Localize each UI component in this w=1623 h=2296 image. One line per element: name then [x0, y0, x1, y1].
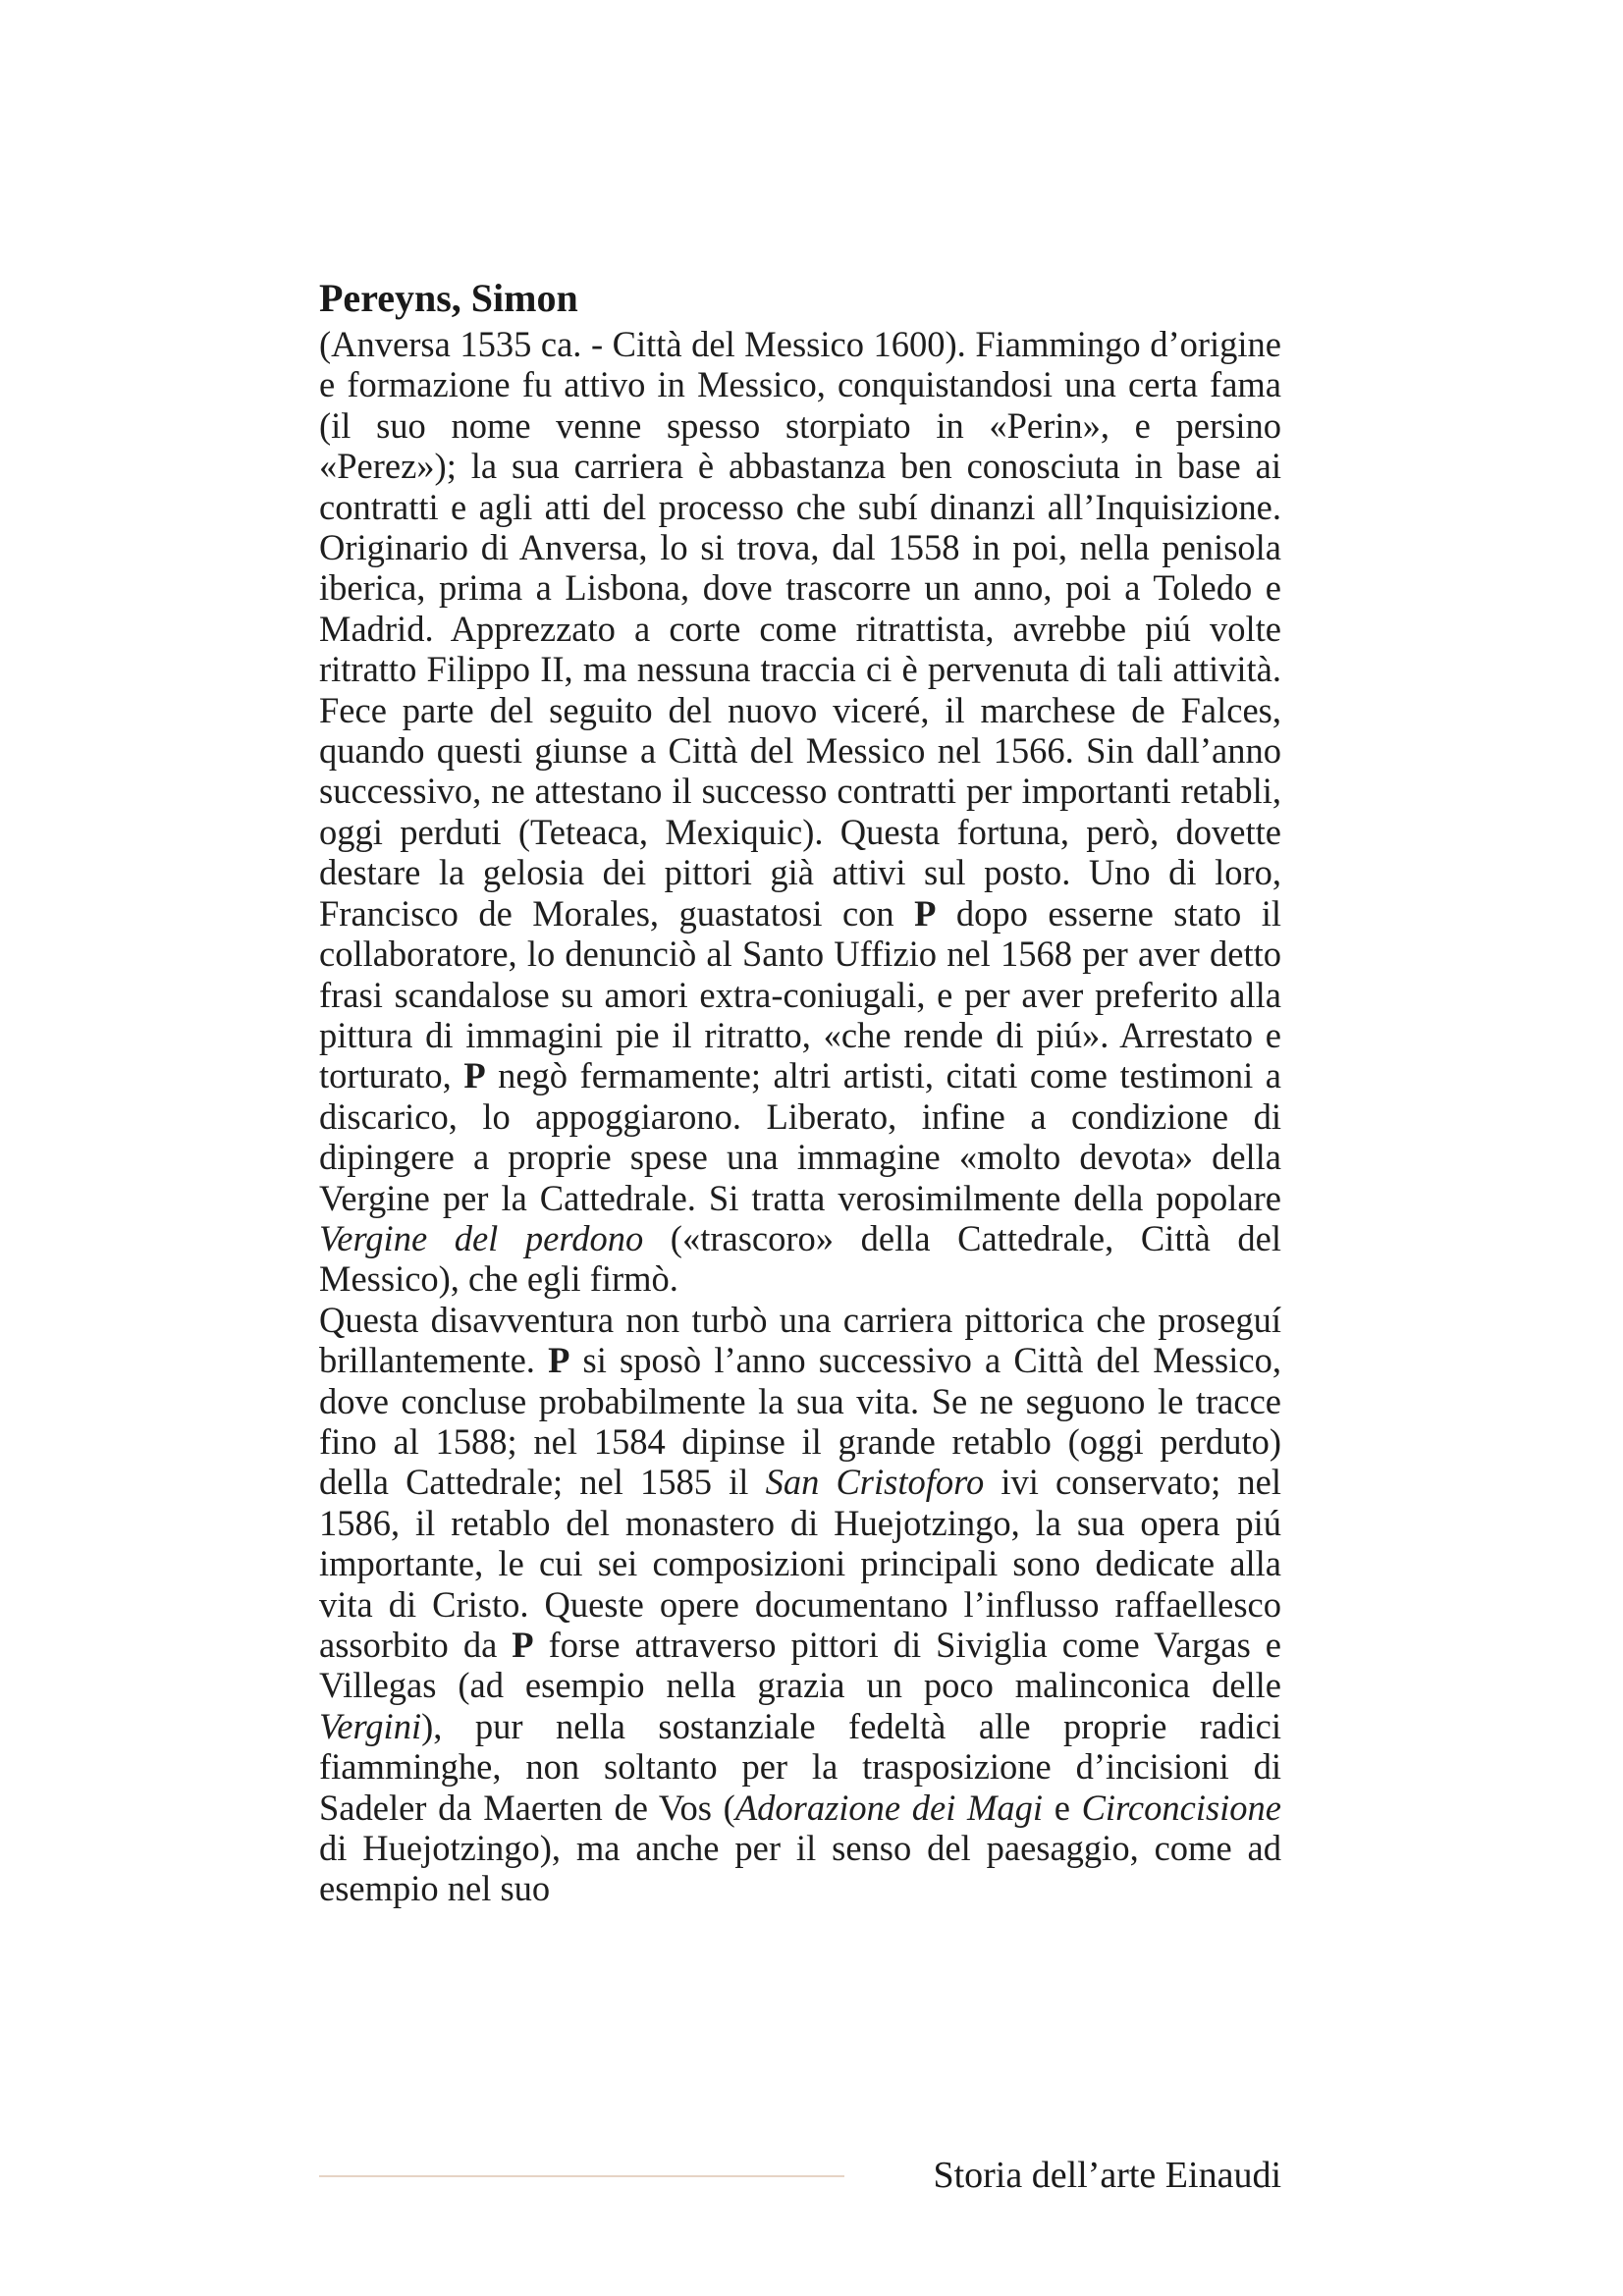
text-run: e — [1043, 1787, 1082, 1828]
artwork-title: Vergine del perdono — [319, 1217, 644, 1258]
text-run: dopo esserne stato il collaboratore, lo denunciò al Santo Uffizio nel 1568 per aver detto frasi scandalose su amori extra-coniugali, e per aver preferito alla pittura di immagini pie il ritratto, «che rende di piú». Arrestato e torturato, — [319, 892, 1281, 1096]
artwork-title: Adorazione dei Magi — [734, 1787, 1044, 1828]
entry-paragraph — [319, 1300, 1281, 1909]
encyclopedia-entry — [319, 273, 1281, 1909]
footer-divider — [319, 2175, 844, 2177]
artist-abbreviation: P — [512, 1625, 534, 1665]
artist-abbreviation: P — [548, 1340, 570, 1381]
entry-body — [319, 324, 1281, 1909]
text-run: negò fermamente; altri artisti, citati come testimoni a discarico, lo appoggiarono. Liberato, infine a condizione di dipingere a proprie spese una immagine «molto devota» della Vergine per la Cattedrale. Si tratta verosimilmente della popolare — [319, 1055, 1282, 1218]
text-run: si sposò l’anno successivo a Città del Messico, dove concluse probabilmente la sua vita. Se ne seguono le tracce fino al 1588; nel 1584 dipinse il grande retablo (oggi perduto) della Cattedrale; nel 1585 il — [319, 1340, 1281, 1503]
text-run: forse attraverso pittori di Siviglia come Vargas e Villegas (ad esempio nella grazia un poco malinconica delle — [319, 1625, 1281, 1706]
artist-abbreviation: P — [914, 892, 937, 934]
text-run: di Huejotzingo), ma anche per il senso del paesaggio, come ad esempio nel suo — [319, 1828, 1281, 1909]
footer-publication-label: Storia dell’arte Einaudi — [933, 2155, 1281, 2196]
text-run: («trascoro» della Cattedrale, Città del Messico), che egli firmò. — [319, 1217, 1281, 1300]
text-run: (Anversa 1535 ca. - Città del Messico 1600). Fiammingo d’origine e formazione fu attivo in Messico, conquistandosi una certa fama (il suo nome venne spesso storpiato in «Perin», e persino «Perez»); la sua carriera è abbastanza ben conosciuta in base ai contratti e agli atti del processo che subí dinanzi all’Inquisizione. Originario di Anversa, lo si trova, dal 1558 in poi, nella penisola iberica, prima a Lisbona, dove trascorre un anno, poi a Toledo e Madrid. Apprezzato a corte come ritrattista, avrebbe piú volte ritratto Filippo II, ma nessuna traccia ci è pervenuta di tali attività. Fece parte del seguito del nuovo viceré, il marchese de Falces, quando questi giunse a Città del Messico nel 1566. Sin dall’anno successivo, ne attestano il successo contratti per importanti retabli, oggi perduti (Teteaca, Mexiquic). Questa fortuna, però, dovette destare la gelosia dei pittori già attivi sul posto. Uno di loro, Francisco de Morales, guastatosi con — [319, 324, 1281, 934]
text-run: ), pur nella sostanziale fedeltà alle proprie radici fiamminghe, non soltanto per la trasposizione d’incisioni di Sadeler da Maerten de Vos ( — [319, 1705, 1281, 1828]
artist-abbreviation: P — [463, 1055, 486, 1096]
entry-title: Pereyns, Simon — [319, 276, 578, 320]
text-run: ivi conservato; nel 1586, il retablo del monastero di Huejotzingo, la sua opera piú importante, le cui sei composizioni principali sono dedicate alla vita di Cristo. Queste opere documentano l’influsso raffaellesco assorbito da — [319, 1462, 1282, 1665]
text-run: Questa disavventura non turbò una carriera pittorica che proseguí brillantemente. — [319, 1299, 1281, 1381]
artwork-title: San Cristoforo — [765, 1462, 985, 1503]
entry-paragraph — [319, 324, 1281, 1300]
artwork-title: Vergini — [319, 1705, 422, 1746]
artwork-title: Circoncisione — [1081, 1787, 1282, 1828]
